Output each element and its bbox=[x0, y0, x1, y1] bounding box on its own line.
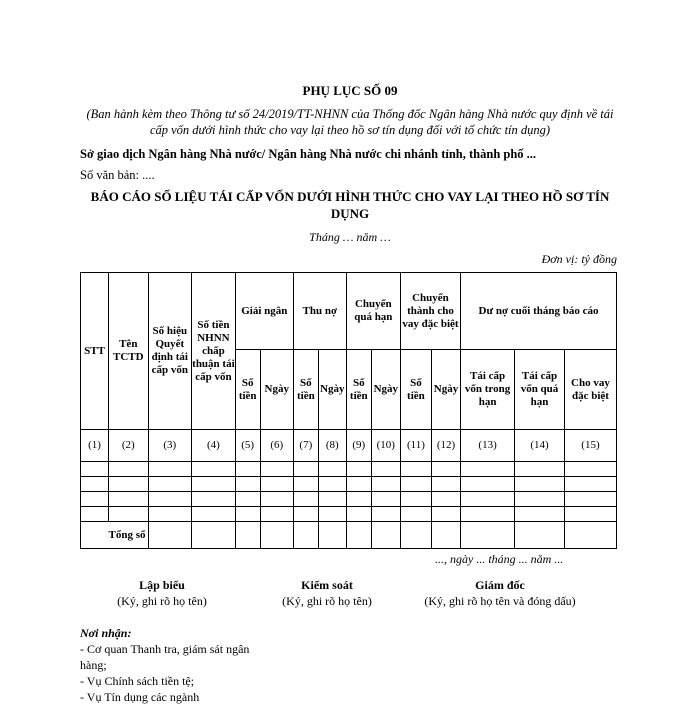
subheader-so-tien: Số tiền bbox=[293, 350, 318, 430]
header-thu-no: Thu nợ bbox=[293, 273, 346, 350]
col-number: (4) bbox=[192, 430, 236, 462]
subheader-ngay: Ngày bbox=[260, 350, 293, 430]
report-table bbox=[80, 272, 617, 549]
subheader-so-tien: Số tiền bbox=[346, 350, 371, 430]
col-number: (14) bbox=[515, 430, 565, 462]
col-number: (3) bbox=[148, 430, 192, 462]
header-so-hieu: Số hiệu Quyết định tái cấp vốn bbox=[148, 273, 192, 430]
header-chuyen-vay-dac-biet: Chuyển thành cho vay đặc biệt bbox=[400, 273, 460, 350]
col-number: (5) bbox=[235, 430, 260, 462]
report-period: Tháng … năm … bbox=[309, 230, 391, 244]
appendix-title: PHỤ LỤC SỐ 09 bbox=[302, 83, 398, 98]
signer-role: Kiểm soát bbox=[301, 578, 353, 592]
recipient-item: - Vụ Tín dụng các ngành bbox=[80, 690, 200, 704]
header-stt: STT bbox=[81, 273, 109, 430]
signer-role: Lập biểu bbox=[139, 578, 185, 592]
recipients-label: Nơi nhận: bbox=[80, 626, 132, 640]
doc-number-line: Số văn bản: .... bbox=[80, 168, 155, 182]
header-tctd: Tên TCTD bbox=[109, 273, 148, 430]
col-number: (7) bbox=[293, 430, 318, 462]
header-giai-ngan: Giải ngân bbox=[235, 273, 293, 350]
col-number: (1) bbox=[81, 430, 109, 462]
signer-note: (Ký, ghi rõ họ tên) bbox=[282, 594, 372, 608]
report-title: BÁO CÁO SỐ LIỆU TÁI CẤP VỐN DƯỚI HÌNH THỨC CHO VAY LẠI THEO HỒ SƠ TÍN DỤNG bbox=[90, 189, 610, 221]
table-row bbox=[81, 477, 617, 492]
table-row bbox=[81, 507, 617, 522]
appendix-subtitle: (Ban hành kèm theo Thông tư số 24/2019/TT-NHNN của Thống đốc Ngân hàng Nhà nước quy định về tái cấp vốn dưới hình thức cho vay lại theo hồ sơ tín dụng đối với tổ chức tín dụng) bbox=[86, 107, 614, 137]
subheader-tai-cap-qua-han: Tái cấp vốn quá hạn bbox=[515, 350, 565, 430]
total-row bbox=[81, 522, 617, 549]
header-du-no: Dư nợ cuối tháng báo cáo bbox=[461, 273, 617, 350]
column-number-row bbox=[81, 430, 617, 462]
col-number: (2) bbox=[109, 430, 148, 462]
col-number: (15) bbox=[564, 430, 616, 462]
col-number: (13) bbox=[461, 430, 515, 462]
subheader-cho-vay-dac-biet: Cho vay đặc biệt bbox=[564, 350, 616, 430]
col-number: (10) bbox=[371, 430, 400, 462]
col-number: (8) bbox=[318, 430, 346, 462]
header-chuyen-qua-han: Chuyển quá hạn bbox=[346, 273, 400, 350]
recipient-item: - Vụ Chính sách tiền tệ; bbox=[80, 674, 195, 688]
signer-role: Giám đốc bbox=[475, 578, 525, 592]
subheader-so-tien: Số tiền bbox=[235, 350, 260, 430]
issuer-line: Sở giao dịch Ngân hàng Nhà nước/ Ngân hàng Nhà nước chi nhánh tỉnh, thành phố ... bbox=[80, 147, 537, 161]
col-number: (9) bbox=[346, 430, 371, 462]
subheader-ngay: Ngày bbox=[318, 350, 346, 430]
signer-note: (Ký, ghi rõ họ tên và đóng dấu) bbox=[424, 594, 576, 608]
subheader-so-tien: Số tiền bbox=[400, 350, 431, 430]
unit-label: Đơn vị: tỷ đồng bbox=[541, 252, 617, 266]
col-number: (6) bbox=[260, 430, 293, 462]
signature-block-giam-doc bbox=[380, 577, 620, 609]
col-number: (11) bbox=[400, 430, 431, 462]
recipient-item: - Cơ quan Thanh tra, giám sát ngân hàng; bbox=[80, 642, 250, 672]
signer-note: (Ký, ghi rõ họ tên) bbox=[117, 594, 207, 608]
recipients-block bbox=[80, 625, 250, 705]
table-row bbox=[81, 462, 617, 477]
table-row bbox=[81, 492, 617, 507]
total-label: Tổng số bbox=[81, 522, 149, 549]
subheader-tai-cap-trong-han: Tái cấp vốn trong hạn bbox=[461, 350, 515, 430]
date-line: ..., ngày ... tháng ... năm ... bbox=[435, 552, 564, 566]
subheader-ngay: Ngày bbox=[371, 350, 400, 430]
header-so-tien-nhnn: Số tiền NHNN chấp thuận tái cấp vốn bbox=[192, 273, 236, 430]
col-number: (12) bbox=[431, 430, 460, 462]
subheader-ngay: Ngày bbox=[431, 350, 460, 430]
